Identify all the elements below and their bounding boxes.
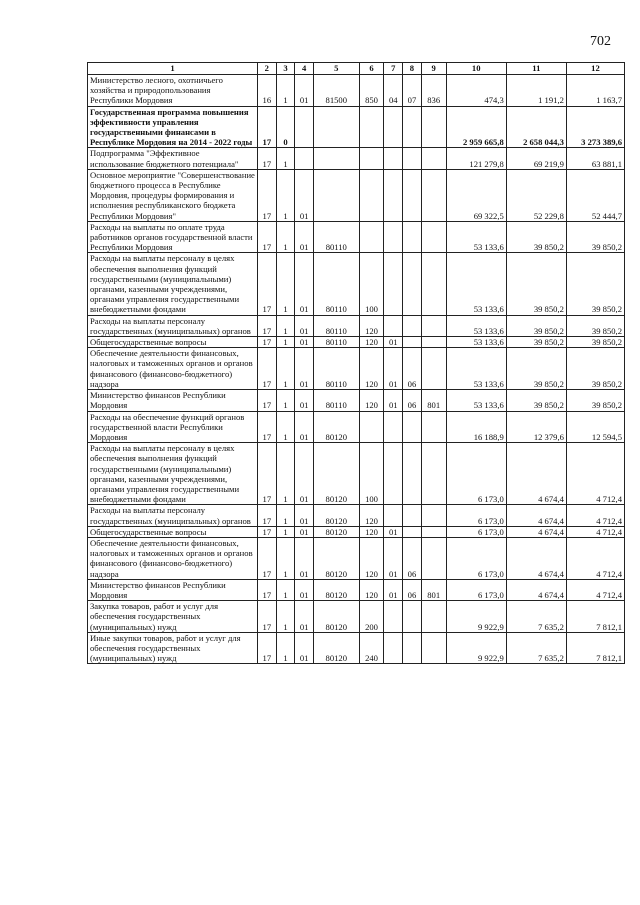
code-cell: [421, 632, 446, 664]
code-cell: 01: [295, 75, 314, 107]
code-cell: 1: [276, 337, 295, 348]
amount-cell: 39 850,2: [566, 390, 624, 411]
code-cell: 01: [295, 579, 314, 600]
code-cell: 100: [359, 253, 384, 315]
amount-cell: 39 850,2: [566, 253, 624, 315]
code-cell: 1: [276, 253, 295, 315]
code-cell: 1: [276, 443, 295, 505]
code-cell: [421, 348, 446, 390]
amount-cell: 2 959 665,8: [446, 106, 506, 148]
amount-cell: 4 712,4: [566, 505, 624, 526]
code-cell: 120: [359, 315, 384, 336]
amount-cell: 7 812,1: [566, 601, 624, 633]
table-row: [88, 348, 625, 390]
code-cell: 01: [295, 390, 314, 411]
code-cell: 17: [258, 411, 277, 443]
code-cell: 01: [384, 526, 403, 537]
code-cell: 07: [403, 75, 422, 107]
code-cell: [421, 315, 446, 336]
header-cell: 12: [566, 63, 624, 75]
code-cell: 01: [295, 632, 314, 664]
code-cell: [421, 148, 446, 169]
amount-cell: 6 173,0: [446, 579, 506, 600]
amount-cell: 474,3: [446, 75, 506, 107]
code-cell: 17: [258, 601, 277, 633]
code-cell: 01: [295, 253, 314, 315]
code-cell: [403, 221, 422, 253]
table-row: [88, 148, 625, 169]
code-cell: [384, 169, 403, 221]
row-name-cell: Основное мероприятие "Совершенствование бюджетного процесса в Республике Мордовия, процедуры формирования и исполнения республиканского бюджета Республики Мордовия": [88, 169, 258, 221]
code-cell: 240: [359, 632, 384, 664]
table-row: [88, 106, 625, 148]
row-name-cell: Министерство лесного, охотничьего хозяйства и природопользования Республики Мордовия: [88, 75, 258, 107]
header-cell: 8: [403, 63, 422, 75]
code-cell: 17: [258, 348, 277, 390]
row-name-cell: Закупка товаров, работ и услуг для обеспечения государственных (муниципальных) нужд: [88, 601, 258, 633]
code-cell: [403, 337, 422, 348]
code-cell: 80110: [313, 348, 359, 390]
header-cell: 3: [276, 63, 295, 75]
amount-cell: 7 635,2: [506, 601, 566, 633]
code-cell: 1: [276, 505, 295, 526]
table-row: [88, 169, 625, 221]
code-cell: 01: [295, 411, 314, 443]
code-cell: 17: [258, 632, 277, 664]
code-cell: 17: [258, 221, 277, 253]
code-cell: 01: [295, 443, 314, 505]
code-cell: 81500: [313, 75, 359, 107]
code-cell: 1: [276, 579, 295, 600]
code-cell: [359, 169, 384, 221]
code-cell: [421, 537, 446, 579]
amount-cell: 16 188,9: [446, 411, 506, 443]
code-cell: 100: [359, 443, 384, 505]
amount-cell: 53 133,6: [446, 348, 506, 390]
code-cell: 1: [276, 148, 295, 169]
code-cell: [421, 526, 446, 537]
amount-cell: 53 133,6: [446, 253, 506, 315]
code-cell: 17: [258, 526, 277, 537]
code-cell: [421, 169, 446, 221]
amount-cell: 3 273 389,6: [566, 106, 624, 148]
row-name-cell: Расходы на выплаты персоналу в целях обеспечения выполнения функций государственными (муниципальными) органами, казенными учреждениями, органами управления государственными внебюджетными фондами: [88, 443, 258, 505]
header-cell: 1: [88, 63, 258, 75]
code-cell: [421, 505, 446, 526]
code-cell: 80110: [313, 315, 359, 336]
row-name-cell: Подпрограмма "Эффективное использование бюджетного потенциала": [88, 148, 258, 169]
row-name-cell: Расходы на выплаты персоналу в целях обеспечения выполнения функций государственными (муниципальными) органами, казенными учреждениями, органами управления государственными внебюджетными фондами: [88, 253, 258, 315]
code-cell: [384, 505, 403, 526]
code-cell: [359, 106, 384, 148]
code-cell: 80110: [313, 390, 359, 411]
code-cell: 17: [258, 106, 277, 148]
code-cell: 1: [276, 169, 295, 221]
code-cell: 01: [295, 315, 314, 336]
code-cell: 17: [258, 505, 277, 526]
amount-cell: 12 594,5: [566, 411, 624, 443]
code-cell: [384, 411, 403, 443]
amount-cell: 6 173,0: [446, 526, 506, 537]
code-cell: [403, 253, 422, 315]
code-cell: 17: [258, 390, 277, 411]
code-cell: 01: [295, 221, 314, 253]
table-row: [88, 411, 625, 443]
code-cell: [384, 315, 403, 336]
amount-cell: 4 712,4: [566, 579, 624, 600]
amount-cell: 121 279,8: [446, 148, 506, 169]
code-cell: [359, 411, 384, 443]
code-cell: 120: [359, 390, 384, 411]
table-row: [88, 601, 625, 633]
header-cell: 4: [295, 63, 314, 75]
row-name-cell: Министерство финансов Республики Мордовия: [88, 579, 258, 600]
header-cell: 10: [446, 63, 506, 75]
table-row: [88, 505, 625, 526]
code-cell: 17: [258, 148, 277, 169]
code-cell: 17: [258, 169, 277, 221]
row-name-cell: Иные закупки товаров, работ и услуг для обеспечения государственных (муниципальных) нужд: [88, 632, 258, 664]
header-cell: 6: [359, 63, 384, 75]
row-name-cell: Обеспечение деятельности финансовых, налоговых и таможенных органов и органов финансового (финансово-бюджетного) надзора: [88, 348, 258, 390]
amount-cell: 39 850,2: [506, 253, 566, 315]
amount-cell: 7 812,1: [566, 632, 624, 664]
amount-cell: 39 850,2: [506, 348, 566, 390]
code-cell: [403, 632, 422, 664]
row-name-cell: Расходы на обеспечение функций органов государственной власти Республики Мордовия: [88, 411, 258, 443]
row-name-cell: Государственная программа повышения эффективности управления государственными финансами в Республике Мордовия на 2014 - 2022 годы: [88, 106, 258, 148]
table-row: [88, 315, 625, 336]
code-cell: 80110: [313, 221, 359, 253]
code-cell: 1: [276, 348, 295, 390]
amount-cell: 1 163,7: [566, 75, 624, 107]
amount-cell: 53 133,6: [446, 337, 506, 348]
amount-cell: 4 674,4: [506, 505, 566, 526]
code-cell: 01: [384, 537, 403, 579]
code-cell: 01: [384, 337, 403, 348]
amount-cell: 39 850,2: [566, 337, 624, 348]
header-cell: 7: [384, 63, 403, 75]
code-cell: 17: [258, 579, 277, 600]
code-cell: [359, 148, 384, 169]
code-cell: [421, 411, 446, 443]
code-cell: [403, 106, 422, 148]
code-cell: 17: [258, 337, 277, 348]
code-cell: 01: [295, 537, 314, 579]
code-cell: [403, 148, 422, 169]
row-name-cell: Расходы на выплаты персоналу государственных (муниципальных) органов: [88, 505, 258, 526]
code-cell: 16: [258, 75, 277, 107]
code-cell: [384, 632, 403, 664]
amount-cell: 53 133,6: [446, 390, 506, 411]
amount-cell: 4 712,4: [566, 443, 624, 505]
amount-cell: 9 922,9: [446, 601, 506, 633]
header-cell: 2: [258, 63, 277, 75]
code-cell: [421, 443, 446, 505]
amount-cell: 7 635,2: [506, 632, 566, 664]
code-cell: 200: [359, 601, 384, 633]
code-cell: 850: [359, 75, 384, 107]
code-cell: [421, 601, 446, 633]
code-cell: [403, 411, 422, 443]
amount-cell: 69 322,5: [446, 169, 506, 221]
code-cell: 120: [359, 505, 384, 526]
code-cell: [403, 505, 422, 526]
code-cell: 17: [258, 253, 277, 315]
header-cell: 5: [313, 63, 359, 75]
header-cell: 9: [421, 63, 446, 75]
code-cell: [403, 526, 422, 537]
code-cell: [295, 106, 314, 148]
row-name-cell: Обеспечение деятельности финансовых, налоговых и таможенных органов и органов финансового (финансово-бюджетного) надзора: [88, 537, 258, 579]
code-cell: [421, 106, 446, 148]
code-cell: 801: [421, 390, 446, 411]
code-cell: 01: [295, 169, 314, 221]
code-cell: 80120: [313, 443, 359, 505]
amount-cell: 39 850,2: [566, 315, 624, 336]
code-cell: [384, 106, 403, 148]
code-cell: [384, 148, 403, 169]
amount-cell: 39 850,2: [506, 315, 566, 336]
code-cell: [403, 169, 422, 221]
code-cell: 836: [421, 75, 446, 107]
amount-cell: 4 674,4: [506, 579, 566, 600]
amount-cell: 4 674,4: [506, 526, 566, 537]
code-cell: 01: [295, 601, 314, 633]
table-row: [88, 337, 625, 348]
amount-cell: 4 712,4: [566, 537, 624, 579]
amount-cell: 39 850,2: [506, 221, 566, 253]
code-cell: 1: [276, 411, 295, 443]
table-header-row: [88, 63, 625, 75]
code-cell: 1: [276, 315, 295, 336]
budget-table: [87, 62, 625, 664]
code-cell: 17: [258, 315, 277, 336]
code-cell: [403, 443, 422, 505]
code-cell: [295, 148, 314, 169]
code-cell: [421, 253, 446, 315]
code-cell: [403, 601, 422, 633]
code-cell: 06: [403, 579, 422, 600]
code-cell: [313, 148, 359, 169]
amount-cell: 4 674,4: [506, 537, 566, 579]
code-cell: 17: [258, 537, 277, 579]
page-number: 702: [590, 34, 611, 49]
amount-cell: 6 173,0: [446, 537, 506, 579]
code-cell: [384, 443, 403, 505]
header-cell: 11: [506, 63, 566, 75]
code-cell: 06: [403, 390, 422, 411]
code-cell: 80120: [313, 526, 359, 537]
row-name-cell: Расходы на выплаты по оплате труда работников органов государственной власти Республики Мордовия: [88, 221, 258, 253]
amount-cell: 52 229,8: [506, 169, 566, 221]
amount-cell: 63 881,1: [566, 148, 624, 169]
code-cell: 06: [403, 537, 422, 579]
table-row: [88, 75, 625, 107]
amount-cell: 69 219,9: [506, 148, 566, 169]
amount-cell: 12 379,6: [506, 411, 566, 443]
code-cell: 801: [421, 579, 446, 600]
code-cell: [313, 106, 359, 148]
code-cell: 01: [384, 390, 403, 411]
code-cell: 1: [276, 75, 295, 107]
code-cell: 01: [384, 348, 403, 390]
code-cell: 17: [258, 443, 277, 505]
row-name-cell: Общегосударственные вопросы: [88, 337, 258, 348]
code-cell: 120: [359, 537, 384, 579]
code-cell: 01: [295, 526, 314, 537]
row-name-cell: Расходы на выплаты персоналу государственных (муниципальных) органов: [88, 315, 258, 336]
amount-cell: 39 850,2: [566, 348, 624, 390]
amount-cell: 52 444,7: [566, 169, 624, 221]
code-cell: 120: [359, 337, 384, 348]
table-row: [88, 526, 625, 537]
code-cell: 01: [384, 579, 403, 600]
row-name-cell: Общегосударственные вопросы: [88, 526, 258, 537]
amount-cell: 4 712,4: [566, 526, 624, 537]
amount-cell: 39 850,2: [506, 337, 566, 348]
amount-cell: 1 191,2: [506, 75, 566, 107]
code-cell: [384, 221, 403, 253]
amount-cell: 53 133,6: [446, 221, 506, 253]
code-cell: 04: [384, 75, 403, 107]
code-cell: 1: [276, 221, 295, 253]
code-cell: 80120: [313, 505, 359, 526]
code-cell: 80120: [313, 632, 359, 664]
amount-cell: 39 850,2: [566, 221, 624, 253]
table-row: [88, 443, 625, 505]
code-cell: 1: [276, 390, 295, 411]
amount-cell: 6 173,0: [446, 505, 506, 526]
code-cell: 120: [359, 348, 384, 390]
amount-cell: 2 658 044,3: [506, 106, 566, 148]
table-row: [88, 390, 625, 411]
code-cell: [421, 221, 446, 253]
table-row: [88, 632, 625, 664]
code-cell: [384, 601, 403, 633]
table-row: [88, 221, 625, 253]
table-row: [88, 253, 625, 315]
code-cell: [403, 315, 422, 336]
code-cell: 80120: [313, 601, 359, 633]
code-cell: [313, 169, 359, 221]
row-name-cell: Министерство финансов Республики Мордовия: [88, 390, 258, 411]
code-cell: [359, 221, 384, 253]
amount-cell: 4 674,4: [506, 443, 566, 505]
table-row: [88, 537, 625, 579]
code-cell: 06: [403, 348, 422, 390]
code-cell: 120: [359, 579, 384, 600]
code-cell: 1: [276, 537, 295, 579]
amount-cell: 9 922,9: [446, 632, 506, 664]
code-cell: 80110: [313, 253, 359, 315]
code-cell: 0: [276, 106, 295, 148]
table-row: [88, 579, 625, 600]
amount-cell: 53 133,6: [446, 315, 506, 336]
code-cell: 80110: [313, 337, 359, 348]
code-cell: 1: [276, 632, 295, 664]
code-cell: 01: [295, 348, 314, 390]
code-cell: [384, 253, 403, 315]
amount-cell: 39 850,2: [506, 390, 566, 411]
code-cell: 80120: [313, 579, 359, 600]
code-cell: 80120: [313, 537, 359, 579]
code-cell: [421, 337, 446, 348]
code-cell: 1: [276, 601, 295, 633]
code-cell: 01: [295, 505, 314, 526]
code-cell: 120: [359, 526, 384, 537]
code-cell: 01: [295, 337, 314, 348]
code-cell: 80120: [313, 411, 359, 443]
amount-cell: 6 173,0: [446, 443, 506, 505]
code-cell: 1: [276, 526, 295, 537]
